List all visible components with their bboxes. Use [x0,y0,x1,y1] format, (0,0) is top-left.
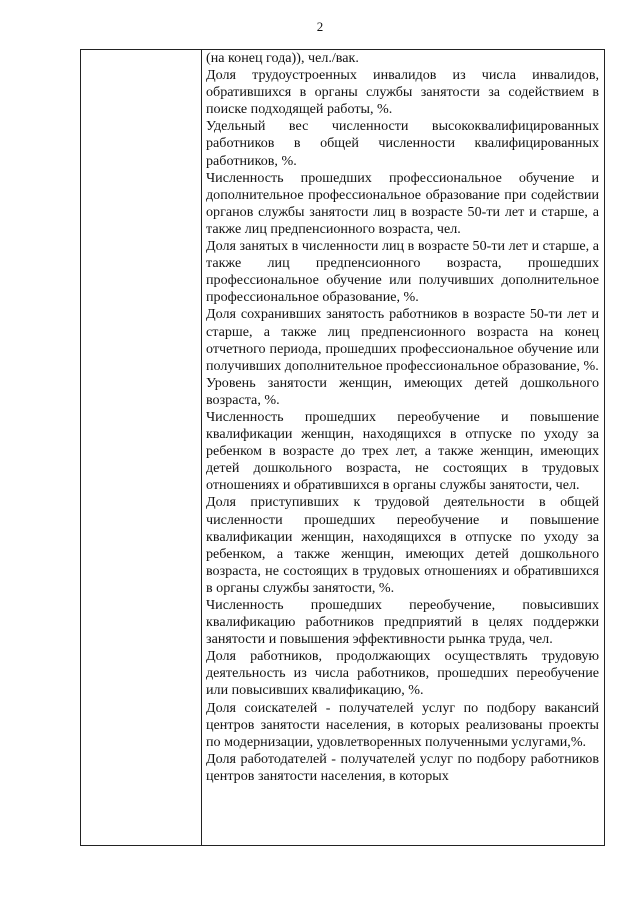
indicator-paragraph: Удельный вес численности высококвалифицированных работников в общей численности квалифицированных работников, %. [206,118,599,169]
indicator-paragraph: Уровень занятости женщин, имеющих детей дошкольного возраста, %. [206,374,599,408]
page-number: 2 [316,19,324,34]
indicator-paragraph: Доля занятых в численности лиц в возрасте 50-ти лет и старше, а также лиц предпенсионного возраста, прошедших профессиональное обучение или получивших дополнительное профессиональное образование, %. [206,238,599,306]
indicator-paragraph: (на конец года)), чел./вак. [206,50,359,66]
indicator-paragraph: Доля соискателей - получателей услуг по подбору вакансий центров занятости населения, в которых реализованы проекты по модернизации, удовлетворенных полученными услугами,%. [206,699,599,750]
table-left-column [81,50,202,845]
indicator-paragraph: Доля работодателей - получателей услуг по подбору работников центров занятости населения, в которых [206,750,599,784]
indicator-paragraph: Доля трудоустроенных инвалидов из числа инвалидов, обратившихся в органы службы занятости за содействием в поиске подходящей работы, %. [206,67,599,118]
indicator-paragraph: Доля сохранивших занятость работников в возрасте 50-ти лет и старше, а также лиц предпенсионного возраста на конец отчетного периода, прошедших профессиональное обучение или получивших дополнительное профессиональное образование, %. [206,306,599,374]
indicator-paragraph: Численность прошедших переобучение и повышение квалификации женщин, находящихся в отпуске по уходу за ребенком в возрасте до трех лет, а также женщин, имеющих детей дошкольного возраста, не состоящих в трудовых отношениях и обратившихся в органы службы занятости, чел. [206,408,599,494]
indicator-paragraph: Численность прошедших профессиональное обучение и дополнительное профессиональное образование при содействии органов службы занятости лиц в возрасте 50-ти лет и старше, а также лиц предпенсионного возраста, чел. [206,169,599,237]
table-right-column [201,50,604,845]
indicator-table [80,49,605,846]
indicator-paragraph: Численность прошедших переобучение, повысивших квалификацию работников предприятий в целях поддержки занятости и повышения эффективности рынка труда, чел. [206,597,599,648]
indicator-paragraph: Доля приступивших к трудовой деятельности в общей численности прошедших переобучение и повышение квалификации женщин, находящихся в отпуске по уходу за ребенком, а также женщин, имеющих детей дошкольного возраста, не состоящих в трудовых отношениях и обратившихся в органы службы занятости, %. [206,494,599,596]
indicator-paragraph: Доля работников, продолжающих осуществлять трудовую деятельность из числа работников, прошедших переобучение или повысивших квалификацию, %. [206,648,599,699]
